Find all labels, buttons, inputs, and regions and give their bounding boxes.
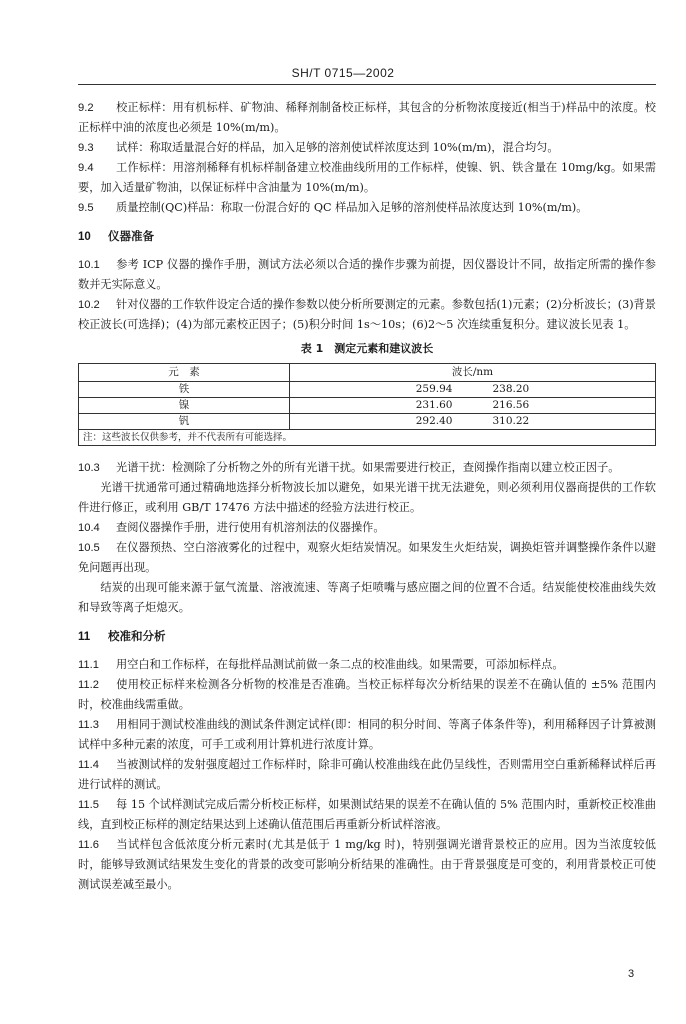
clause-number: 10.4 (78, 522, 100, 534)
table-row (79, 414, 656, 430)
clause-9-2 (78, 98, 656, 138)
table-note: 注：这些波长仅供参考，并不代表所有可能选择。 (79, 430, 656, 446)
wavelength-2-cell: 310.22 (492, 415, 530, 427)
table-1-caption: 表 1 测定元素和建议波长 (300, 342, 434, 355)
clause-text: 当试样包含低浓度分析元素时(尤其是低于 1 mg/kg 时)，特别强调光谱背景校正的应用。因为当浓度较低时，能够导致测试结果发生变化的背景的改变可影响分析结果的准确性。由于背景强度是可变的，利用背景校正可使测试误差减至最小。 (78, 838, 656, 891)
section-title: 校准和分析 (108, 629, 166, 643)
table-header-wavelength: 波长/nm (290, 364, 656, 382)
wavelength-1-cell: 231.60 (415, 399, 453, 411)
table-row (79, 382, 656, 398)
clause-text: 质量控制(QC)样品：称取一份混合好的 QC 样品加入足够的溶剂使样品浓度达到 10%(m/m)。 (116, 201, 588, 214)
clause-number: 11.6 (78, 839, 99, 851)
clause-11-2 (78, 675, 656, 715)
clause-number: 11.2 (78, 679, 99, 691)
section-title: 仪器准备 (108, 229, 154, 243)
clause-number: 11.5 (78, 799, 99, 811)
clause-text: 试样：称取适量混合好的样品，加入足够的溶剂使试样浓度达到 10%(m/m)，混合均匀。 (116, 141, 559, 154)
header-divider (78, 84, 656, 85)
clause-text: 当被测试样的发射强度超过工作标样时，除非可确认校准曲线在此仍呈线性，否则需用空白重新稀释试样后再进行试样的测试。 (78, 758, 656, 791)
clause-text: 工作标样：用溶剂稀释有机标样制备建立校准曲线所用的工作标样，使镍、钒、铁含量在 10mg/kg。如果需要，加入适量矿物油，以保证标样中含油量为 10%(m/m)。 (78, 161, 656, 194)
table-note-row (79, 430, 656, 446)
clause-number: 9.4 (78, 162, 94, 174)
clause-number: 9.3 (78, 142, 94, 154)
clause-number: 11.1 (78, 659, 99, 671)
section-number: 11 (78, 631, 91, 643)
element-cell: 铁 (79, 382, 290, 398)
clause-text: 针对仪器的工作软件设定合适的操作参数以使分析所要测定的元素。参数包括(1)元素；(2)分析波长；(3)背景校正波长(可选择)；(4)为部元素校正因子；(5)积分时间 1s～10s；(6)2～5 次连续重复积分。建议波长见表 1。 (78, 298, 656, 331)
clause-number: 10.3 (78, 462, 100, 474)
clause-number: 9.5 (78, 202, 94, 214)
clause-text: 查阅仪器操作手册，进行使用有机溶剂法的仪器操作。 (116, 521, 385, 534)
clause-10-2 (78, 295, 656, 335)
clause-text: 校正标样：用有机标样、矿物油、稀释剂制备校正标样，其包含的分析物浓度接近(相当于)样品中的浓度。校正标样中油的浓度也必须是 10%(m/m)。 (78, 101, 656, 134)
clause-10-3 (78, 458, 656, 478)
clause-text: 参考 ICP 仪器的操作手册，测试方法必须以合适的操作步骤为前提，因仪器设计不同，故指定所需的操作参数并无实际意义。 (78, 258, 656, 291)
clause-9-3 (78, 138, 656, 158)
clause-10-4 (78, 518, 656, 538)
element-cell: 钒 (79, 414, 290, 430)
clause-number: 10.1 (78, 259, 100, 271)
wavelength-1-cell: 292.40 (415, 415, 453, 427)
clause-10-1 (78, 255, 656, 295)
wavelength-1-cell: 259.94 (415, 383, 453, 395)
wavelength-2-cell: 216.56 (492, 399, 530, 411)
clause-number: 10.5 (78, 542, 100, 554)
clause-11-3 (78, 715, 656, 755)
section-number: 10 (78, 231, 91, 243)
clause-number: 9.2 (78, 102, 94, 114)
clause-text: 用相同于测试校准曲线的测试条件测定试样(即：相同的积分时间、等离子体条件等)，利用稀释因子计算被测试样中多种元素的浓度，可手工或利用计算机进行浓度计算。 (78, 718, 656, 751)
document-body (78, 98, 656, 895)
clause-10-3-paragraph: 光谱干扰通常可通过精确地选择分析物波长加以避免，如果光谱干扰无法避免，则必须利用仪器商提供的工作软件进行修正，或利用 GB/T 17476 方法中描述的经验方法进行校正。 (78, 481, 656, 514)
clause-10-5-paragraph: 结炭的出现可能来源于氩气流量、溶液流速、等离子炬喷嘴与感应圈之间的位置不合适。结炭能使校准曲线失效和导致等离子炬熄灭。 (78, 581, 656, 614)
clause-text: 光谱干扰：检测除了分析物之外的所有光谱干扰。如果需要进行校正，查阅操作指南以建立校正因子。 (116, 461, 620, 474)
clause-11-6 (78, 835, 656, 895)
clause-number: 11.4 (78, 759, 99, 771)
clause-text: 在仪器预热、空白溶液雾化的过程中，观察火炬结炭情况。如果发生火炬结炭，调换炬管并调整操作条件以避免问题再出现。 (78, 541, 656, 574)
table-header-row (79, 364, 656, 382)
clause-text: 用空白和工作标样，在每批样品测试前做一条二点的校准曲线。如果需要，可添加标样点。 (116, 658, 564, 671)
clause-number: 11.3 (78, 719, 99, 731)
element-cell: 镍 (79, 398, 290, 414)
section-heading-11 (78, 626, 656, 647)
clause-10-5 (78, 538, 656, 578)
clause-text: 每 15 个试样测试完成后需分析校正标样，如果测试结果的误差不在确认值的 5% 范围内时，重新校正校准曲线，直到校正标样的测定结果达到上述确认值范围后再重新分析试样溶液。 (78, 798, 656, 831)
clause-number: 10.2 (78, 299, 100, 311)
clause-9-5 (78, 198, 656, 218)
clause-11-4 (78, 755, 656, 795)
clause-text: 使用校正标样来检测各分析物的校准是否准确。当校正标样每次分析结果的误差不在确认值的 ±5% 范围内时，校准曲线需重做。 (78, 678, 656, 711)
clause-9-4 (78, 158, 656, 198)
wavelength-2-cell: 238.20 (492, 383, 530, 395)
standard-code-header: SH/T 0715—2002 (291, 66, 395, 80)
table-header-element: 元 素 (79, 364, 290, 382)
clause-11-1 (78, 655, 656, 675)
page-number: 3 (628, 968, 635, 980)
table-row (79, 398, 656, 414)
wavelength-table (78, 363, 656, 446)
clause-11-5 (78, 795, 656, 835)
section-heading-10 (78, 226, 656, 247)
